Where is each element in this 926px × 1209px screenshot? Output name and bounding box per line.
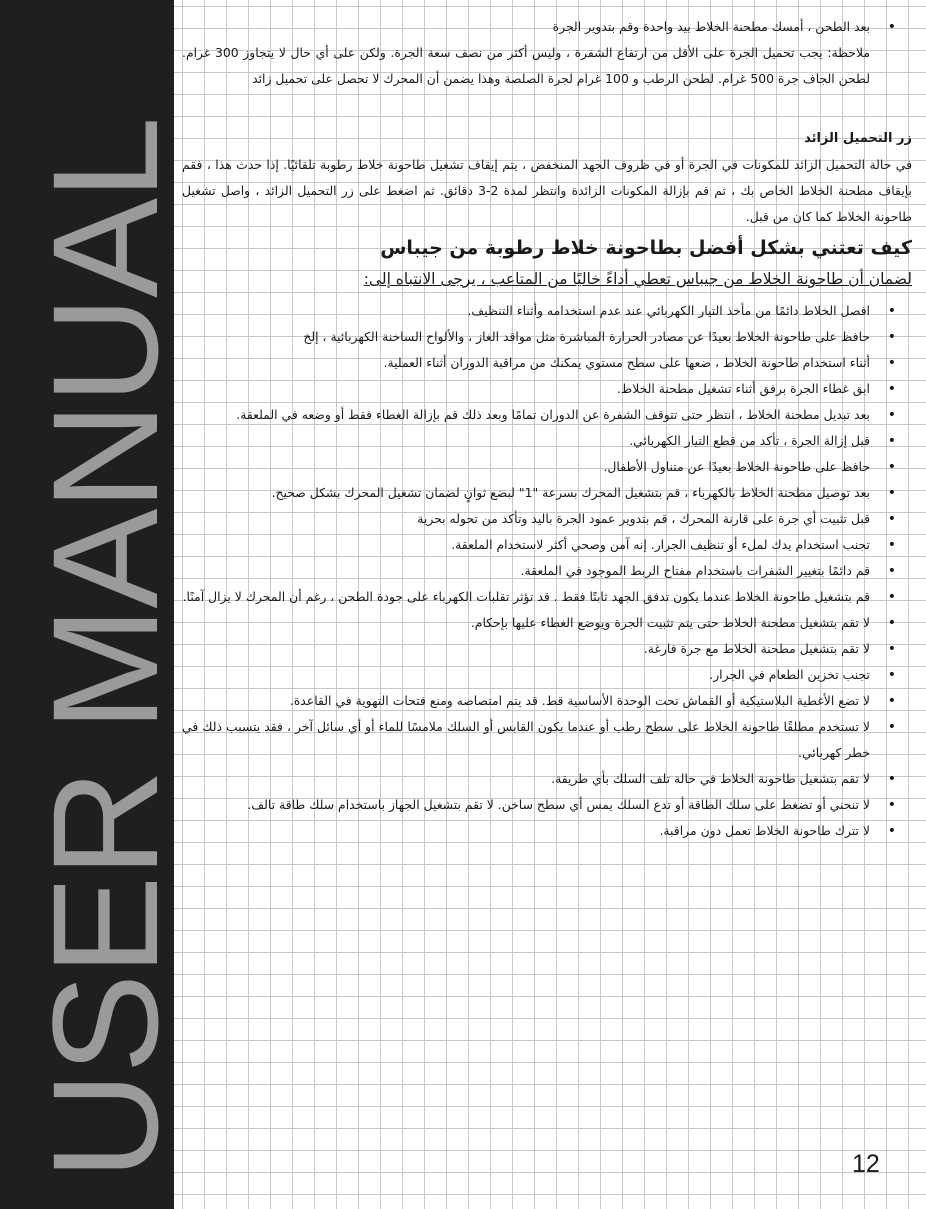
care-heading: كيف تعتني بشكل أفضل بطاحونة خلاط رطوبة من جيباس	[380, 237, 912, 259]
list-item: • لا تنحني أو تضغط على سلك الطاقة أو تدع السلك يمس أي سطح ساخن. لا تقم بتشغيل الجهاز باستخدام سلك طاقة تالف.	[182, 792, 912, 818]
list-item: • لا تقم بتشغيل طاحونة الخلاط في حالة تلف السلك بأي طريقة.	[182, 766, 912, 792]
list-item: • لا تترك طاحونة الخلاط تعمل دون مراقبة.	[182, 818, 912, 844]
page-content	[182, 14, 912, 844]
list-item: • قم دائمًا بتغيير الشفرات باستخدام مفتاح الربط الموجود في الملعقة.	[182, 558, 912, 584]
overload-text: في حالة التحميل الزائد للمكونات في الجرة أو في ظروف الجهد المنخفض ، يتم إيقاف تشغيل طاحونة خلاط رطوبة تلقائيًا. إذا حدث هذا ، فقم بإيقاف مطحنة الخلاط الخاص بك ، ثم قم بإزالة المكونات الزائدة وانتظر لمدة 2-3 دقائق. ثم اضغط على زر التحميل الزائد ، واصل تشغيل طاحونة الخلاط كما كان من قبل.	[182, 157, 913, 224]
top-list	[182, 14, 912, 40]
list-item: • لا تستخدم مطلقًا طاحونة الخلاط على سطح رطب أو عندما يكون القابس أو السلك ملامسًا للماء أو أي سائل آخر ، فقد يتسبب ذلك في خطر كهربائي.	[182, 714, 912, 766]
list-item: • لا تقم بتشغيل مطحنة الخلاط مع جرة فارغة.	[182, 636, 912, 662]
list-item: • حافظ على طاحونة الخلاط بعيدًا عن متناول الأطفال.	[182, 454, 912, 480]
overload-heading: زر التحميل الزائد	[804, 131, 912, 146]
page-number: 12	[852, 1150, 880, 1178]
list-item: • افصل الخلاط دائمًا من مأخذ التيار الكهربائي عند عدم استخدامه وأثناء التنظيف.	[182, 298, 912, 324]
list-item: • لا تضع الأغطية البلاستيكية أو القماش تحت الوحدة الأساسية قط. قد يتم امتصاصه ومنع فتحات التهوية في القاعدة.	[182, 688, 912, 714]
jar-load-note: ملاحظة: يجب تحميل الجرة على الأقل من ارتفاع الشفرة ، وليس أكثر من نصف سعة الجرة. ولكن على أي حال لا يتجاوز 300 غرام. لطحن الجاف جرة 500 غرام. لطحن الرطب و 100 غرام لجرة الصلصة وهذا يضمن أن المحرك لا تحصل على تحميل زائد	[182, 45, 870, 86]
sidebar-band	[0, 0, 189, 1209]
list-item: • قبل إزالة الجرة ، تأكد من قطع التيار الكهربائي.	[182, 428, 912, 454]
list-item: • بعد تبديل مطحنة الخلاط ، انتظر حتى تتوقف الشفرة عن الدوران تمامًا وبعد ذلك قم بإزالة الغطاء فقط أو وضعه في الملعقة.	[182, 402, 912, 428]
list-item: • بعد توصيل مطحنة الخلاط بالكهرباء ، قم بتشغيل المحرك بسرعة "1" لبضع ثوانٍ لضمان تشغيل المحرك بشكل صحيح.	[182, 480, 912, 506]
care-list	[182, 298, 912, 844]
list-item: • بعد الطحن ، أمسك مطحنة الخلاط بيد واحدة وقم بتدوير الجرة	[182, 14, 912, 40]
list-item: • حافظ على طاحونة الخلاط بعيدًا عن مصادر الحرارة المباشرة مثل مواقد الغاز ، والألواح الساخنة الكهربائية ، إلخ	[182, 324, 912, 350]
list-item: • قم بتشغيل طاحونة الخلاط عندما يكون تدفق الجهد ثابتًا فقط . قد تؤثر تقلبات الكهرباء على جودة الطحن ، رغم أن المحرك لا يزال آمنًا.	[182, 584, 912, 610]
list-item: • لا تقم بتشغيل مطحنة الخلاط حتى يتم تثبيت الجرة ويوضع الغطاء عليها بإحكام.	[182, 610, 912, 636]
list-item: • أثناء استخدام طاحونة الخلاط ، ضعها على سطح مستوي يمكنك من مراقبة الدوران أثناء العملية.	[182, 350, 912, 376]
sidebar-title: USER MANUAL	[21, 118, 189, 1180]
care-intro: لضمان أن طاحونة الخلاط من جيباس تعطي أداءً خاليًا من المتاعب ، يرجى الانتباه إلى:	[363, 270, 912, 288]
list-item: • تجنب تخزين الطعام في الجرار.	[182, 662, 912, 688]
list-item: • تجنب استخدام يدك لملء أو تنظيف الجرار. إنه آمن وصحي أكثر لاستخدام الملعقة.	[182, 532, 912, 558]
list-item: • قبل تثبيت أي جرة على قارنة المحرك ، قم بتدوير عمود الجرة باليد وتأكد من تحوله بحرية	[182, 506, 912, 532]
list-item: • ابق غطاء الجرة برفق أثناء تشغيل مطحنة الخلاط.	[182, 376, 912, 402]
